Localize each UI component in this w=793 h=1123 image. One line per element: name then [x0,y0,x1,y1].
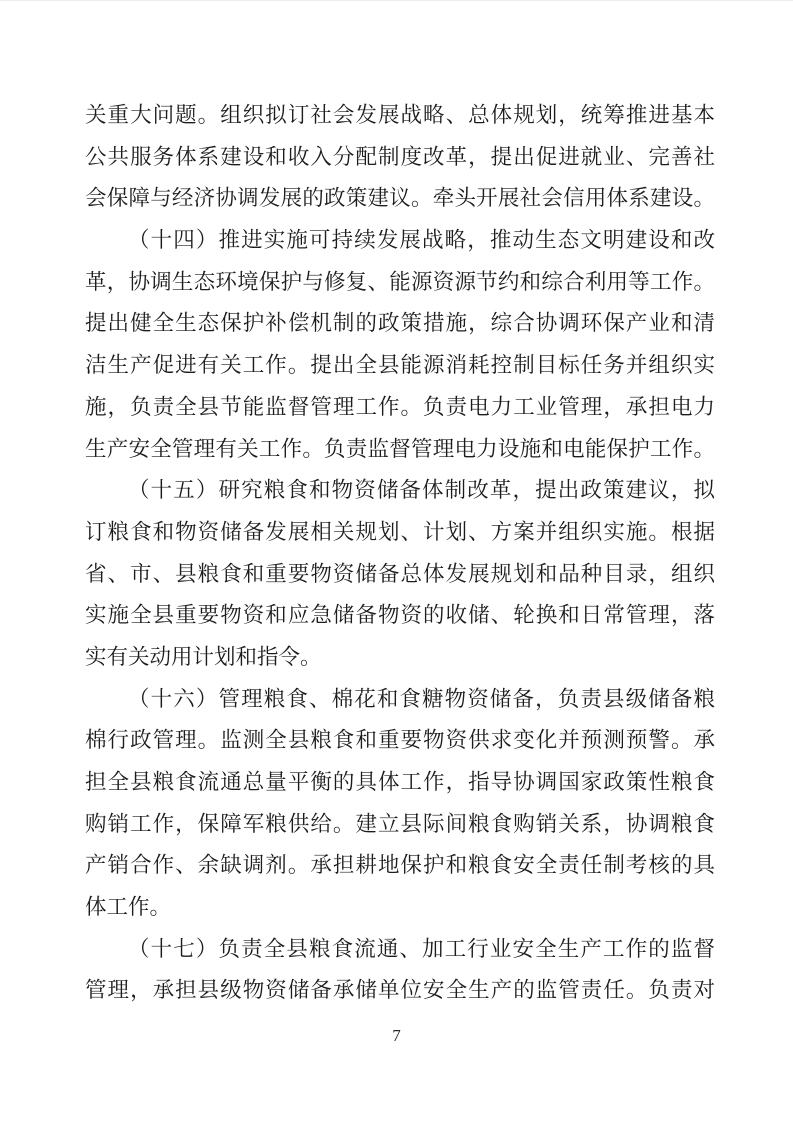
text-line: 生产安全管理有关工作。负责监督管理电力设施和电能保护工作。 [85,436,715,461]
text-line: 洁生产促进有关工作。提出全县能源消耗控制目标任务并组织实 [85,353,715,378]
text-line: 担全县粮食流通总量平衡的具体工作，指导协调国家政策性粮食 [85,770,715,794]
text-line: （十七）负责全县粮食流通、加工行业安全生产工作的监督 [128,936,715,961]
text-line: 实施全县重要物资和应急储备物资的收储、轮换和日常管理，落 [85,603,715,628]
text-line: （十四）推进实施可持续发展战略，推动生态文明建设和改 [128,228,715,253]
text-line: 关重大问题。组织拟订社会发展战略、总体规划，统筹推进基本 [85,103,715,127]
text-line: （十五）研究粮食和物资储备体制改革，提出政策建议，拟 [128,478,715,503]
text-line: 购销工作，保障军粮供给。建立县际间粮食购销关系，协调粮食 [85,811,715,836]
paragraph [85,220,715,470]
paragraph [85,95,715,220]
page-number: 7 [392,1026,401,1045]
paragraph [85,470,715,678]
text-line: 管理，承担县级物资储备承储单位安全生产的监管责任。负责对 [85,978,715,1003]
text-line: 订粮食和物资储备发展相关规划、计划、方案并组织实施。根据 [85,519,715,544]
paragraph [85,679,715,929]
text-line: 实有关动用计划和指令。 [85,644,322,669]
paragraph [85,929,715,1012]
text-line: 公共服务体系建设和收入分配制度改革，提出促进就业、完善社 [85,144,715,169]
text-line: 棉行政管理。监测全县粮食和重要物资供求变化并预测预警。承 [85,728,715,753]
document-body-text [85,95,715,1012]
text-line: 省、市、县粮食和重要物资储备总体发展规划和品种目录，组织 [85,561,715,586]
page-footer [0,1023,793,1049]
text-line: 施，负责全县节能监督管理工作。负责电力工业管理，承担电力 [85,394,715,419]
text-line: 提出健全生态保护补偿机制的政策措施，综合协调环保产业和清 [85,311,715,336]
text-line: （十六）管理粮食、棉花和食糖物资储备，负责县级储备粮 [128,686,715,711]
text-line: 革，协调生态环境保护与修复、能源资源节约和综合利用等工作。 [85,269,715,294]
text-line: 体工作。 [85,895,172,920]
text-line: 会保障与经济协调发展的政策建议。牵头开展社会信用体系建设。 [85,186,715,211]
text-line: 产销合作、余缺调剂。承担耕地保护和粮食安全责任制考核的具 [85,853,715,878]
